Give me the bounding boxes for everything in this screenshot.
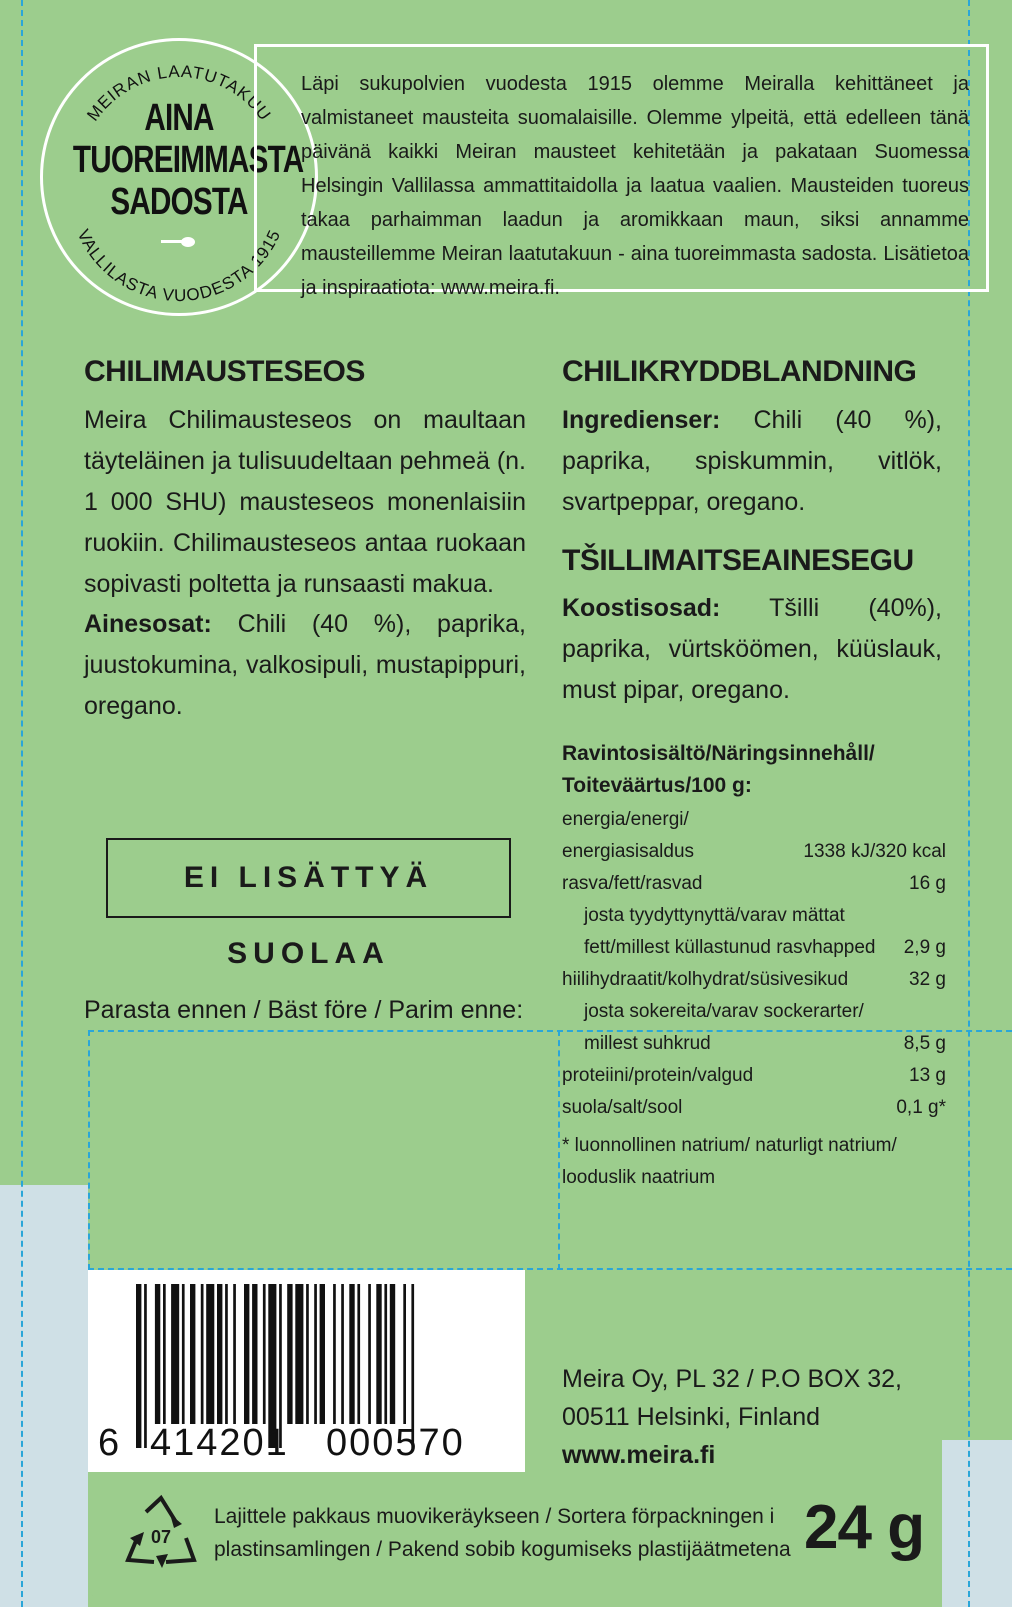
- barcode-bar: [206, 1284, 214, 1424]
- recycling-text-line-2: plastinsamlingen / Pakend sobib kogumiseks plastijäätmetena: [214, 1538, 791, 1561]
- die-line-left: [21, 0, 23, 1607]
- barcode-bar: [341, 1284, 344, 1424]
- nutrition-row-label: josta sokereita/varav sockerarter/: [584, 1001, 864, 1022]
- nutrition-row-label: rasva/fett/rasvad: [562, 873, 703, 894]
- barcode-bar: [252, 1284, 257, 1424]
- nutrition-row-label: proteiini/protein/valgud: [562, 1065, 754, 1086]
- svg-text:VALLILASTA VUODESTA 1915: [74, 226, 285, 305]
- best-before-label: Parasta ennen / Bäst före / Parim enne:: [84, 996, 524, 1024]
- barcode: [88, 1270, 525, 1472]
- nutrition-row: [562, 1028, 946, 1060]
- estonian-ingredients: [562, 588, 942, 711]
- nutrition-row-value: 1338 kJ/320 kcal: [803, 841, 946, 862]
- barcode-bar: [287, 1284, 292, 1424]
- finnish-ingredients-text: Chili (40 %), paprika, juustokumina, valkosipuli, mustapippuri, oregano.: [84, 610, 526, 720]
- swedish-ingredients: [562, 400, 942, 523]
- barcode-bar: [171, 1284, 179, 1424]
- nutrition-row: [562, 1060, 946, 1092]
- barcode-group-2: 000570: [326, 1422, 465, 1464]
- nutrition-row-value: 8,5 g: [903, 1033, 946, 1054]
- no-added-salt-label: EI LISÄTTYÄ SUOLAA: [106, 838, 511, 918]
- nutrition-row-value: 13 g: [909, 1065, 946, 1086]
- nutrition-row-value: 16 g: [909, 873, 946, 894]
- barcode-bar: [320, 1284, 325, 1424]
- barcode-bar: [376, 1284, 381, 1424]
- barcode-bar: [368, 1284, 371, 1424]
- barcode-bar: [384, 1284, 387, 1424]
- barcode-bar: [295, 1284, 303, 1424]
- barcode-bar: [306, 1284, 309, 1424]
- barcode-bar: [155, 1284, 160, 1424]
- finnish-heading: CHILIMAUSTESEOS: [84, 355, 365, 388]
- nutrition-row-value: 2,9 g: [903, 937, 946, 958]
- nutrition-row: [562, 964, 946, 996]
- barcode-bar: [136, 1284, 141, 1448]
- barcode-bar: [182, 1284, 185, 1424]
- decorative-blue-area-left: [0, 1185, 88, 1607]
- swedish-heading: CHILIKRYDDBLANDNING: [562, 355, 917, 388]
- badge-line-1: AINA: [144, 97, 214, 139]
- barcode-bar: [144, 1284, 147, 1448]
- nutrition-title-line-1: Ravintosisältö/Näringsinnehåll/: [562, 742, 875, 765]
- barcode-bar: [403, 1284, 406, 1424]
- net-weight: 24 g: [804, 1493, 925, 1562]
- nutrition-row: [562, 836, 946, 868]
- intro-box: [254, 44, 989, 299]
- estonian-heading: TŠILLIMAITSEAINESEGU: [562, 544, 914, 577]
- nutrition-row-label: energiasisaldus: [562, 841, 695, 862]
- nutrition-row-label: suola/salt/sool: [562, 1097, 683, 1118]
- barcode-group-1: 414201: [150, 1422, 289, 1464]
- nutrition-row-value: 32 g: [909, 969, 946, 990]
- estonian-ingredients-label: Koostisosad:: [562, 594, 721, 622]
- estonian-ingredients-text: Tšilli (40%), paprika, vürtsköömen, küüslauk, must pipar, oregano.: [562, 594, 942, 704]
- barcode-first-digit: 6: [98, 1422, 120, 1464]
- company-website: www.meira.fi: [562, 1441, 716, 1469]
- badge-line-3: SADOSTA: [110, 181, 248, 223]
- badge-arc-bottom: VALLILASTA VUODESTA 1915: [73, 226, 285, 306]
- nutrition-title-line-2: Toiteväärtus/100 g:: [562, 774, 752, 797]
- company-address-line-2: 00511 Helsinki, Finland: [562, 1403, 821, 1431]
- barcode-bar: [314, 1284, 317, 1424]
- nutrition-row-label: hiilihydraatit/kolhydrat/süsivesikud: [562, 969, 849, 990]
- nutrition-footnote-line-1: * luonnollinen natrium/ naturligt natrium/: [562, 1135, 897, 1156]
- intro-text: Läpi sukupolvien vuodesta 1915 olemme Meiralla kehittäneet ja valmistaneet mausteita suomalaisille. Olemme ylpeitä, että edelleen tänä päivänä kaikki Meiran mausteet kehitetään ja pakataan Suomessa Helsingin Vallilassa ammattitaidolla ja laatua vaalien. Mausteiden tuoreus takaa parhaimman laadun ja aromikkaan maun, siksi annamme mausteillemme Meiran laatutakuun - aina tuoreimmasta sadosta. Lisätietoa ja inspiraatiota: www.meira.fi.: [301, 73, 969, 299]
- swedish-ingredients-label: Ingredienser:: [562, 406, 721, 434]
- barcode-bar: [357, 1284, 360, 1424]
- nutrition-row: [562, 868, 946, 900]
- finnish-description: Meira Chilimausteseos on maultaan täyteläinen ja tulisuudeltaan pehmeä (n. 1 000 SHU) mausteseos monenlaisiin ruokiin. Chilimausteseos antaa ruokaan sopivasti poltetta ja runsaasti makua.: [84, 406, 526, 598]
- barcode-bar: [233, 1284, 236, 1424]
- nutrition-row: [562, 996, 946, 1028]
- barcode-bar: [263, 1284, 266, 1424]
- recycling-area: [88, 1472, 942, 1602]
- decorative-blue-area-right: [942, 1440, 1012, 1607]
- barcode-bar: [349, 1284, 354, 1424]
- nutrition-row: [562, 804, 946, 836]
- badge-line-2: TUOREIMMASTA: [72, 139, 304, 181]
- company-address-line-1: Meira Oy, PL 32 / P.O BOX 32,: [562, 1365, 902, 1393]
- nutrition-row-value: 0,1 g*: [896, 1097, 946, 1118]
- nutrition-row-label: millest suhkrud: [584, 1033, 711, 1054]
- barcode-bar: [217, 1284, 222, 1424]
- nutrition-row: [562, 932, 946, 964]
- finnish-ingredients: [84, 604, 526, 727]
- recycling-code: 07: [150, 1527, 172, 1547]
- barcode-bar: [190, 1284, 195, 1424]
- nutrition-row-label: josta tyydyttynyttä/varav mättat: [584, 905, 845, 926]
- badge-arc-top: MEIRAN LAATUTAKUU: [83, 61, 275, 125]
- barcode-bar: [244, 1284, 249, 1424]
- nutrition-row: [562, 1092, 946, 1124]
- nutrition-footnote-line-2: looduslik naatrium: [562, 1167, 716, 1188]
- finnish-ingredients-label: Ainesosat:: [84, 610, 212, 638]
- nutrition-row-label: fett/millest küllastunud rasvhapped: [584, 937, 876, 958]
- spoon-icon: [161, 237, 195, 247]
- barcode-bar: [225, 1284, 228, 1424]
- nutrition-table: [562, 738, 946, 1194]
- recycling-icon: [116, 1490, 206, 1580]
- barcode-bar: [163, 1284, 166, 1424]
- die-line-stamp-mid: [558, 1030, 560, 1270]
- barcode-bar: [333, 1284, 336, 1424]
- recycling-text: [214, 1500, 791, 1566]
- company-info: [562, 1360, 902, 1474]
- barcode-bar: [390, 1284, 395, 1424]
- barcode-bar: [201, 1284, 204, 1424]
- swedish-ingredients-text: Chili (40 %), paprika, spiskummin, vitlök, svartpeppar, oregano.: [562, 406, 942, 516]
- nutrition-row: [562, 900, 946, 932]
- die-line-stamp-left: [88, 1030, 90, 1270]
- nutrition-row-label: energia/energi/: [562, 809, 689, 830]
- recycling-text-line-1: Lajittele pakkaus muovikeräykseen / Sortera förpackningen i: [214, 1505, 775, 1528]
